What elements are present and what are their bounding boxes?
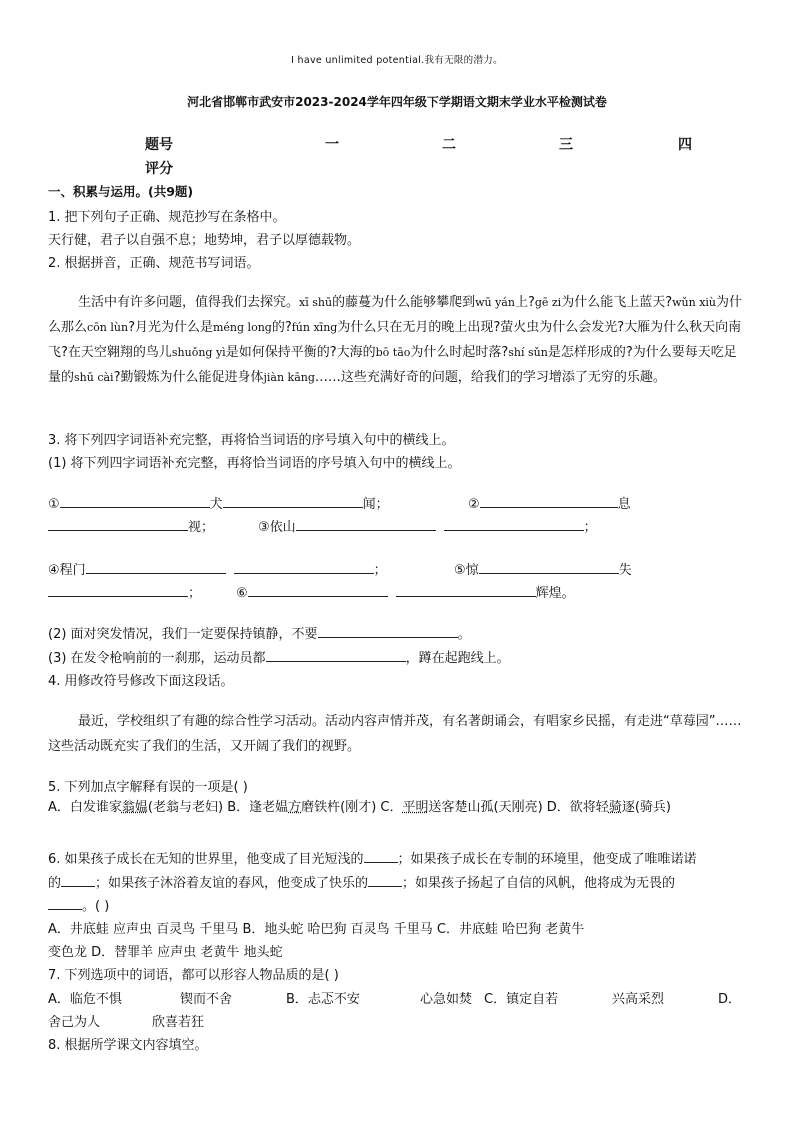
- question-7-option-c: 兴高采烈: [612, 992, 665, 1007]
- blank[interactable]: [364, 849, 398, 863]
- blank[interactable]: [318, 624, 458, 638]
- question-3-sub3: (3) 在发令枪响前的一刹那，运动员都 ，蹲在起跑线上。: [48, 647, 510, 666]
- question-3-sub1: (1) 将下列四字词语补充完整，再将恰当词语的序号填入句中的横线上。: [48, 456, 461, 471]
- pinyin: shū cài: [74, 371, 114, 384]
- question-2-paragraph: 生活中有许多问题，值得我们去探究。xī shū的藤蔓为什么能够攀爬到wū yán上?gē zi为什么能飞上蓝天?wǔn xiù为什么那么cōn lùn?月光为什么是méng long的?fún xīng为什么只在无月的晚上出现?萤火虫为什么会发光?大雁为什么秋天向南飞?在天空翱翔的鸟儿shuǒng yì是如何保持平衡的?大海的bō tāo为什么时起时落?shí sǔn是怎样形成的?为什么要每天吃足量的shū cài?勤锻炼为什么能促进身体jiàn kāng……这些充满好奇的问题，给我们的学习增添了无穷的乐趣。: [48, 295, 743, 385]
- blank[interactable]: [480, 494, 618, 508]
- question-5-prompt: 5. 下列加点字解释有误的一项是( ): [48, 780, 248, 795]
- pinyin: bō tāo: [375, 346, 411, 359]
- pinyin: méng long: [212, 321, 272, 334]
- pinyin: gē zi: [534, 296, 562, 309]
- score-col-1: 一: [325, 137, 339, 153]
- question-2-prompt: 2. 根据拼音，正确、规范书写词语。: [48, 256, 260, 271]
- blank[interactable]: [444, 517, 584, 531]
- score-row-label: 题号: [145, 137, 173, 153]
- top-banner: I have unlimited potential.我有无限的潜力。: [291, 55, 503, 66]
- question-6-line2: 的 ；如果孩子沐浴着友谊的春风，他变成了快乐的 ；如果孩子扬起了自信的风帆，他将成为无畏的: [48, 872, 675, 891]
- question-7-option-b: B．忐忑不安: [286, 992, 360, 1007]
- question-7-option-a: A．临危不惧: [48, 992, 122, 1007]
- question-4-paragraph: 最近，学校组织了有趣的综合性学习活动。活动内容声情并茂，有名著朗诵会，有唱家乡民摇，有走进“草莓园”……这些活动既充实了我们的生活，又开阔了我们的视野。: [48, 714, 742, 754]
- question-6-options-2: 变色龙 D．替罪羊 应声虫 老黄牛 地头蛇: [48, 945, 283, 960]
- blank[interactable]: [396, 583, 536, 597]
- question-6-line3: 。( ): [48, 895, 109, 914]
- idiom-5: ⑤惊 失: [454, 559, 632, 578]
- question-5-options: A．白发谁家翁媪(老翁与老妇) B．逢老媪方磨铁杵(刚才) C．平明送客楚山孤(天刚亮) D．欲将轻骑逐(骑兵): [48, 800, 671, 815]
- blank[interactable]: [223, 494, 363, 508]
- blank[interactable]: [48, 517, 188, 531]
- section-heading: 一、积累与运用。(共9题): [48, 184, 194, 199]
- idiom-2: ② 息: [468, 493, 631, 512]
- blank[interactable]: [234, 560, 374, 574]
- pinyin: jiàn kāng: [263, 371, 315, 384]
- blank[interactable]: [61, 873, 95, 887]
- pinyin: xī shū: [299, 296, 333, 309]
- pinyin: wǔn xiù: [672, 296, 717, 309]
- blank[interactable]: [368, 873, 402, 887]
- idiom-2-cont: 视；: [48, 516, 214, 535]
- idiom-4: ④程门 ；: [48, 559, 387, 578]
- blank[interactable]: [479, 560, 619, 574]
- idiom-6: ⑥ 辉煌。: [236, 582, 575, 601]
- idiom-1: ① 犬 闻；: [48, 493, 389, 512]
- pinyin: shí sǔn: [508, 346, 548, 359]
- question-6-line1: 6. 如果孩子成长在无知的世界里，他变成了目光短浅的 ；如果孩子成长在专制的环境里，他变成了唯唯诺诺: [48, 848, 697, 867]
- score-col-3: 三: [559, 137, 573, 153]
- pinyin: wū yán: [475, 296, 515, 309]
- question-7-option-d: 欣喜若狂: [152, 1015, 205, 1030]
- idiom-3: ③依山 ；: [258, 516, 597, 535]
- question-1-prompt: 1. 把下列句子正确、规范抄写在条格中。: [48, 210, 286, 225]
- question-7-option-c: C．镇定自若: [484, 992, 559, 1007]
- blank[interactable]: [86, 560, 226, 574]
- question-7-prompt: 7. 下列选项中的词语，都可以形容人物品质的是( ): [48, 968, 339, 983]
- pinyin: shuǒng yì: [171, 346, 226, 359]
- score-col-4: 四: [678, 137, 692, 153]
- blank[interactable]: [48, 896, 82, 910]
- question-3-prompt: 3. 将下列四字词语补充完整，再将恰当词语的序号填入句中的横线上。: [48, 433, 455, 448]
- exam-title: 河北省邯郸市武安市2023-2024学年四年级下学期语文期末学业水平检测试卷: [187, 95, 607, 109]
- blank[interactable]: [48, 583, 188, 597]
- question-6-options-1: A．井底蛙 应声虫 百灵鸟 千里马 B．地头蛇 哈巴狗 百灵鸟 千里马 C．井底蛙 哈巴狗 老黄牛: [48, 922, 585, 937]
- question-7-option-d: 舍己为人: [48, 1015, 101, 1030]
- question-3-sub2: (2) 面对突发情况，我们一定要保持镇静，不要 。: [48, 623, 471, 642]
- score-col-2: 二: [442, 137, 456, 153]
- blank[interactable]: [296, 517, 436, 531]
- question-1-text: 天行健，君子以自强不息；地势坤，君子以厚德载物。: [48, 233, 361, 248]
- blank[interactable]: [266, 648, 406, 662]
- question-8-prompt: 8. 根据所学课文内容填空。: [48, 1038, 208, 1053]
- pinyin: fún xīng: [291, 321, 338, 334]
- score-row-label: 评分: [145, 161, 173, 177]
- idiom-5-cont: ；: [48, 582, 201, 601]
- question-7-option-b: 心急如焚: [420, 992, 473, 1007]
- question-7-option-d: D．: [718, 992, 742, 1007]
- question-7-option-a: 锲而不舍: [180, 992, 233, 1007]
- pinyin: cōn lùn: [87, 321, 129, 334]
- question-4-prompt: 4. 用修改符号修改下面这段话。: [48, 674, 234, 689]
- blank[interactable]: [60, 494, 210, 508]
- blank[interactable]: [248, 583, 388, 597]
